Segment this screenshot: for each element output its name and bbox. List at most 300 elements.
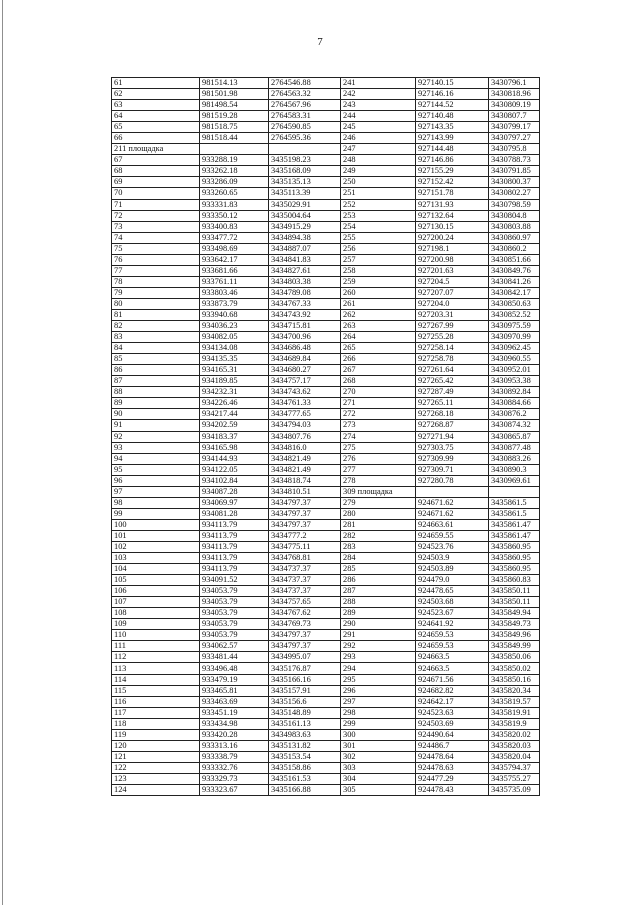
point-number-right: 287 [341,586,416,597]
table-row [112,575,540,586]
table-row [112,177,540,188]
point-number-right: 289 [341,608,416,619]
point-number-left: 122 [112,762,200,773]
table-row [112,696,540,707]
x-coordinate-left: 933262.18 [200,166,269,177]
y-coordinate-left: 3434794.03 [269,420,341,431]
table-row [112,486,540,497]
y-coordinate-right: 3430849.76 [489,265,540,276]
point-number-left: 88 [112,387,200,398]
point-number-right: 304 [341,773,416,784]
table-row [112,188,540,199]
y-coordinate-left: 3435161.13 [269,718,341,729]
point-number-right: 260 [341,287,416,298]
y-coordinate-left: 3435004.64 [269,210,341,221]
x-coordinate-left: 933350.12 [200,210,269,221]
x-coordinate-right: 924671.62 [416,497,489,508]
y-coordinate-right [489,486,540,497]
x-coordinate-right: 924503.89 [416,564,489,575]
table-row [112,453,540,464]
table-row [112,354,540,365]
y-coordinate-right: 3435850.16 [489,674,540,685]
y-coordinate-right: 3430892.84 [489,387,540,398]
point-number-left: 71 [112,199,200,210]
y-coordinate-left: 3435153.54 [269,751,341,762]
y-coordinate-right: 3430852.52 [489,309,540,320]
x-coordinate-left: 934082.05 [200,332,269,343]
table-row [112,564,540,575]
x-coordinate-right: 927151.78 [416,188,489,199]
x-coordinate-right: 927201.63 [416,265,489,276]
x-coordinate-left: 934232.31 [200,387,269,398]
x-coordinate-left: 981518.44 [200,133,269,144]
point-number-right: 251 [341,188,416,199]
y-coordinate-left: 3434737.37 [269,586,341,597]
table-row [112,243,540,254]
point-number-right: 272 [341,409,416,420]
x-coordinate-right: 927204.5 [416,276,489,287]
y-coordinate-right: 3430803.88 [489,221,540,232]
y-coordinate-left: 3434768.81 [269,553,341,564]
point-number-left: 90 [112,409,200,420]
point-number-right: 264 [341,332,416,343]
table-row [112,674,540,685]
y-coordinate-left: 2764563.32 [269,89,341,100]
point-number-left: 101 [112,530,200,541]
x-coordinate-left: 934113.79 [200,564,269,575]
y-coordinate-left [269,144,341,155]
x-coordinate-right: 927152.42 [416,177,489,188]
table-row [112,464,540,475]
table-row [112,133,540,144]
point-number-left: 117 [112,707,200,718]
x-coordinate-left: 934113.79 [200,530,269,541]
x-coordinate-left: 933323.67 [200,785,269,796]
table-row [112,276,540,287]
table-row [112,78,540,89]
point-number-right: 253 [341,210,416,221]
x-coordinate-left: 934053.79 [200,630,269,641]
point-number-right: 247 [341,144,416,155]
point-number-right: 280 [341,508,416,519]
x-coordinate-right: 927265.42 [416,376,489,387]
point-number-right: 243 [341,100,416,111]
y-coordinate-right: 3430890.3 [489,464,540,475]
point-number-left: 72 [112,210,200,221]
point-number-left: 95 [112,464,200,475]
y-coordinate-left: 3434689.84 [269,354,341,365]
point-number-right: 261 [341,298,416,309]
point-number-left: 116 [112,696,200,707]
point-number-left: 109 [112,619,200,630]
x-coordinate-left: 981514.13 [200,78,269,89]
point-number-left: 80 [112,298,200,309]
y-coordinate-right: 3430865.87 [489,431,540,442]
x-coordinate-left: 934091.52 [200,575,269,586]
y-coordinate-right: 3430804.8 [489,210,540,221]
table-row [112,343,540,354]
table-row [112,729,540,740]
x-coordinate-left: 933803.46 [200,287,269,298]
x-coordinate-right: 924523.67 [416,608,489,619]
x-coordinate-left: 934217.44 [200,409,269,420]
x-coordinate-right: 924503.68 [416,597,489,608]
x-coordinate-left: 933463.69 [200,696,269,707]
point-number-right: 265 [341,343,416,354]
x-coordinate-left: 934144.93 [200,453,269,464]
point-number-left: 61 [112,78,200,89]
point-number-right: 281 [341,519,416,530]
y-coordinate-left: 3435029.91 [269,199,341,210]
y-coordinate-left: 3434810.51 [269,486,341,497]
x-coordinate-right: 927143.99 [416,133,489,144]
point-number-right: 263 [341,321,416,332]
x-coordinate-right: 927267.99 [416,321,489,332]
y-coordinate-right: 3430975.59 [489,321,540,332]
x-coordinate-left: 934134.08 [200,343,269,354]
y-coordinate-right: 3430970.99 [489,332,540,343]
x-coordinate-left: 933329.73 [200,773,269,784]
y-coordinate-left: 2764590.85 [269,122,341,133]
point-number-left: 115 [112,685,200,696]
x-coordinate-left: 934069.97 [200,497,269,508]
x-coordinate-left: 933496.48 [200,663,269,674]
table-row [112,365,540,376]
y-coordinate-left: 3434769.73 [269,619,341,630]
x-coordinate-left: 934202.59 [200,420,269,431]
y-coordinate-right: 3430876.2 [489,409,540,420]
x-coordinate-right: 927144.48 [416,144,489,155]
point-number-right: 300 [341,729,416,740]
y-coordinate-right: 3435820.02 [489,729,540,740]
x-coordinate-left: 934102.84 [200,475,269,486]
x-coordinate-left: 934053.79 [200,586,269,597]
x-coordinate-left: 981518.75 [200,122,269,133]
x-coordinate-left: 933260.65 [200,188,269,199]
y-coordinate-right: 3435820.04 [489,751,540,762]
x-coordinate-left: 934053.79 [200,619,269,630]
x-coordinate-right: 927146.16 [416,89,489,100]
y-coordinate-left: 3434807.76 [269,431,341,442]
x-coordinate-right: 924478.64 [416,751,489,762]
y-coordinate-right: 3435850.11 [489,597,540,608]
y-coordinate-left: 3434803.38 [269,276,341,287]
x-coordinate-right: 924671.62 [416,508,489,519]
y-coordinate-left: 3434757.17 [269,376,341,387]
y-coordinate-left: 3434767.62 [269,608,341,619]
point-number-left: 69 [112,177,200,188]
y-coordinate-right: 3430874.32 [489,420,540,431]
point-number-left: 113 [112,663,200,674]
y-coordinate-left: 3434915.29 [269,221,341,232]
y-coordinate-right: 3430842.17 [489,287,540,298]
x-coordinate-left: 981498.54 [200,100,269,111]
y-coordinate-left: 3434715.81 [269,321,341,332]
y-coordinate-right: 3435820.34 [489,685,540,696]
y-coordinate-left: 3435198.23 [269,155,341,166]
x-coordinate-left: 933331.83 [200,199,269,210]
x-coordinate-right: 924523.76 [416,541,489,552]
point-number-left: 87 [112,376,200,387]
table-row [112,718,540,729]
point-number-right: 285 [341,564,416,575]
x-coordinate-left: 933479.19 [200,674,269,685]
y-coordinate-left: 3435148.89 [269,707,341,718]
point-number-right: 279 [341,497,416,508]
x-coordinate-left: 933434.98 [200,718,269,729]
y-coordinate-right: 3430952.01 [489,365,540,376]
point-number-left: 120 [112,740,200,751]
point-number-left: 98 [112,497,200,508]
table-row [112,431,540,442]
x-coordinate-left: 933332.76 [200,762,269,773]
point-number-right: 276 [341,453,416,464]
x-coordinate-left: 934189.85 [200,376,269,387]
table-row [112,254,540,265]
point-number-right: 290 [341,619,416,630]
y-coordinate-left: 3434797.37 [269,497,341,508]
point-number-left: 67 [112,155,200,166]
point-number-right: 286 [341,575,416,586]
point-number-right: 294 [341,663,416,674]
y-coordinate-left: 3434777.65 [269,409,341,420]
y-coordinate-right: 3430851.66 [489,254,540,265]
y-coordinate-left: 3434983.63 [269,729,341,740]
y-coordinate-right: 3430791.85 [489,166,540,177]
point-number-left: 82 [112,321,200,332]
point-number-right: 246 [341,133,416,144]
table-row [112,89,540,100]
x-coordinate-right: 927143.35 [416,122,489,133]
y-coordinate-right: 3430850.63 [489,298,540,309]
table-row [112,144,540,155]
y-coordinate-left: 3434743.92 [269,309,341,320]
point-number-left: 107 [112,597,200,608]
point-number-left: 123 [112,773,200,784]
x-coordinate-left: 934113.79 [200,553,269,564]
y-coordinate-right: 3430841.26 [489,276,540,287]
point-number-left: 86 [112,365,200,376]
table-row [112,287,540,298]
point-number-left: 100 [112,519,200,530]
table-row [112,773,540,784]
point-number-right: 292 [341,641,416,652]
point-number-left: 97 [112,486,200,497]
point-number-left: 108 [112,608,200,619]
point-number-left: 62 [112,89,200,100]
table-row [112,553,540,564]
point-number-left: 79 [112,287,200,298]
y-coordinate-right: 3435819.91 [489,707,540,718]
point-number-right: 249 [341,166,416,177]
point-number-left: 63 [112,100,200,111]
x-coordinate-right: 924671.56 [416,674,489,685]
x-coordinate-right: 927146.86 [416,155,489,166]
y-coordinate-left: 3434767.33 [269,298,341,309]
x-coordinate-left: 934113.79 [200,541,269,552]
point-number-right: 291 [341,630,416,641]
table-row [112,740,540,751]
point-number-right: 257 [341,254,416,265]
page-edge [2,0,3,905]
x-coordinate-left [200,144,269,155]
y-coordinate-left: 3434680.27 [269,365,341,376]
x-coordinate-right: 927140.15 [416,78,489,89]
y-coordinate-right: 3435794.37 [489,762,540,773]
table-row [112,210,540,221]
y-coordinate-right: 3435850.06 [489,652,540,663]
coordinates-table-body [112,78,540,796]
point-number-right: 275 [341,442,416,453]
coordinates-table [111,77,540,796]
y-coordinate-left: 3434737.37 [269,564,341,575]
point-number-right: 248 [341,155,416,166]
point-number-right: 262 [341,309,416,320]
y-coordinate-right: 3430797.27 [489,133,540,144]
y-coordinate-left: 3435166.16 [269,674,341,685]
table-row [112,309,540,320]
x-coordinate-left: 934036.23 [200,321,269,332]
y-coordinate-right: 3435861.47 [489,530,540,541]
table-row [112,420,540,431]
point-number-right: 268 [341,376,416,387]
point-number-right: 297 [341,696,416,707]
y-coordinate-right: 3430953.38 [489,376,540,387]
y-coordinate-right: 3435819.9 [489,718,540,729]
point-number-left: 102 [112,541,200,552]
table-row [112,298,540,309]
y-coordinate-left: 3434797.37 [269,641,341,652]
point-number-left: 124 [112,785,200,796]
x-coordinate-right: 927268.87 [416,420,489,431]
point-number-right: 305 [341,785,416,796]
y-coordinate-right: 3435850.11 [489,586,540,597]
y-coordinate-left: 3434821.49 [269,453,341,464]
y-coordinate-right: 3430962.45 [489,343,540,354]
y-coordinate-left: 3434686.48 [269,343,341,354]
x-coordinate-left: 934062.57 [200,641,269,652]
y-coordinate-right: 3430796.1 [489,78,540,89]
point-number-left: 66 [112,133,200,144]
table-row [112,641,540,652]
point-number-right: 270 [341,387,416,398]
y-coordinate-left: 3435161.53 [269,773,341,784]
point-number-left: 89 [112,398,200,409]
point-number-left: 74 [112,232,200,243]
point-number-right: 277 [341,464,416,475]
y-coordinate-right: 3430860.97 [489,232,540,243]
point-number-left: 93 [112,442,200,453]
x-coordinate-left: 933940.68 [200,309,269,320]
x-coordinate-right: 924659.53 [416,630,489,641]
table-row [112,442,540,453]
y-coordinate-right: 3435861.47 [489,519,540,530]
x-coordinate-right: 924486.7 [416,740,489,751]
point-number-left: 85 [112,354,200,365]
x-coordinate-left: 933481.44 [200,652,269,663]
y-coordinate-right: 3435861.5 [489,497,540,508]
y-coordinate-right: 3435850.02 [489,663,540,674]
x-coordinate-left: 933338.79 [200,751,269,762]
table-row [112,652,540,663]
point-number-left: 81 [112,309,200,320]
table-row [112,619,540,630]
point-number-right: 242 [341,89,416,100]
x-coordinate-right: 927203.31 [416,309,489,320]
x-coordinate-right: 927287.49 [416,387,489,398]
y-coordinate-left: 3434821.49 [269,464,341,475]
point-number-left: 121 [112,751,200,762]
y-coordinate-right: 3430818.96 [489,89,540,100]
table-row [112,100,540,111]
point-number-right: 302 [341,751,416,762]
point-number-right: 254 [341,221,416,232]
point-number-left: 96 [112,475,200,486]
x-coordinate-right: 924503.9 [416,553,489,564]
point-number-left: 112 [112,652,200,663]
y-coordinate-left: 2764595.36 [269,133,341,144]
y-coordinate-left: 3434700.96 [269,332,341,343]
point-number-left: 104 [112,564,200,575]
y-coordinate-right: 3430809.19 [489,100,540,111]
table-row [112,332,540,343]
y-coordinate-left: 3434816.0 [269,442,341,453]
table-row [112,409,540,420]
point-number-right: 245 [341,122,416,133]
x-coordinate-right: 927255.28 [416,332,489,343]
table-row [112,541,540,552]
table-row [112,475,540,486]
y-coordinate-left: 3434797.37 [269,519,341,530]
y-coordinate-left: 3434775.11 [269,541,341,552]
y-coordinate-left: 3435158.86 [269,762,341,773]
x-coordinate-right: 924663.5 [416,663,489,674]
x-coordinate-left: 933400.83 [200,221,269,232]
point-number-left: 111 [112,641,200,652]
y-coordinate-right: 3435849.96 [489,630,540,641]
x-coordinate-left: 934165.98 [200,442,269,453]
y-coordinate-right: 3430877.48 [489,442,540,453]
y-coordinate-right: 3430795.8 [489,144,540,155]
x-coordinate-left: 934087.28 [200,486,269,497]
y-coordinate-right: 3430799.17 [489,122,540,133]
x-coordinate-right: 924477.29 [416,773,489,784]
x-coordinate-right: 924479.0 [416,575,489,586]
x-coordinate-right: 927268.18 [416,409,489,420]
y-coordinate-right: 3435755.27 [489,773,540,784]
x-coordinate-right: 927200.24 [416,232,489,243]
x-coordinate-right: 927140.48 [416,111,489,122]
point-number-right: 271 [341,398,416,409]
table-row [112,685,540,696]
x-coordinate-right: 924478.63 [416,762,489,773]
y-coordinate-left: 3434757.65 [269,597,341,608]
point-number-left: 118 [112,718,200,729]
table-row [112,199,540,210]
y-coordinate-left: 3435168.09 [269,166,341,177]
point-number-left: 78 [112,276,200,287]
y-coordinate-left: 3434995.07 [269,652,341,663]
x-coordinate-left: 934122.05 [200,464,269,475]
point-number-right: 241 [341,78,416,89]
x-coordinate-right: 924659.55 [416,530,489,541]
y-coordinate-right: 3435849.99 [489,641,540,652]
y-coordinate-right: 3430960.55 [489,354,540,365]
point-number-left: 77 [112,265,200,276]
point-number-left: 65 [112,122,200,133]
point-number-right: 284 [341,553,416,564]
point-number-right: 301 [341,740,416,751]
